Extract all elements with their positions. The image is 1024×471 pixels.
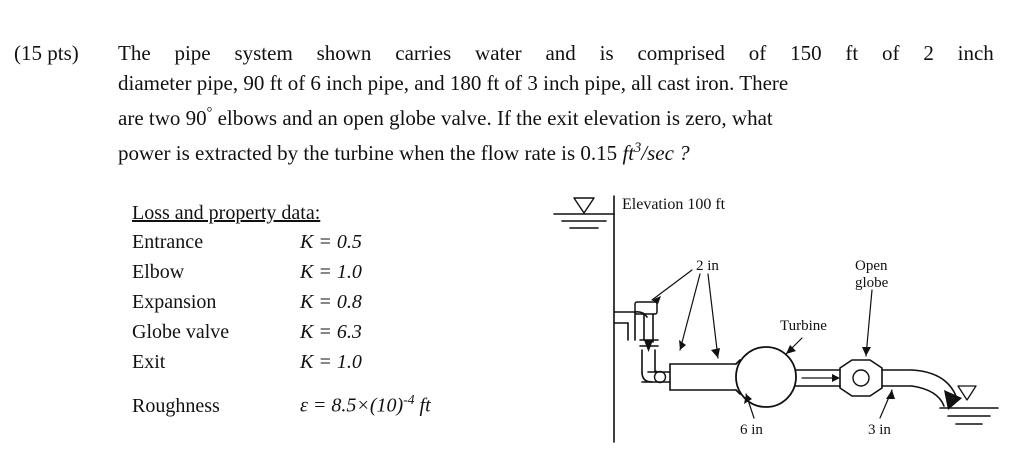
epsilon-symbol: ε	[300, 394, 308, 417]
loss-name: Globe valve	[132, 321, 230, 343]
loss-value: K = 6.3	[300, 321, 362, 343]
loss-value: K = 1.0	[300, 351, 362, 373]
table-row	[132, 258, 431, 288]
degree-symbol: °	[206, 105, 213, 121]
table-row	[132, 288, 431, 318]
table-row	[132, 348, 431, 378]
problem-line-2: diameter pipe, 90 ft of 6 inch pipe, and 180 ft of 3 inch pipe, all cast iron. There	[118, 71, 789, 95]
roughness-unit: ft	[419, 394, 431, 417]
roughness-exponent: -4	[403, 392, 415, 407]
loss-value: K = 0.8	[300, 291, 362, 313]
loss-data-table	[132, 228, 431, 422]
loss-value: K = 0.5	[300, 231, 362, 253]
flow-unit: ft	[622, 141, 635, 165]
pipe-2in-label: 2 in	[696, 258, 719, 274]
roughness-name: Roughness	[132, 394, 220, 417]
loss-data-title: Loss and property data:	[132, 202, 321, 224]
table-row	[132, 318, 431, 348]
open-globe-label: Open globe	[855, 258, 889, 291]
turbine-label: Turbine	[780, 318, 827, 334]
problem-statement	[14, 38, 994, 168]
problem-line-4: power is extracted by the turbine when the flow rate is 0.15 $ft^3/\sec$ ?	[118, 140, 690, 165]
flow-unit-denominator: /sec ?	[641, 141, 690, 165]
loss-name: Expansion	[132, 291, 217, 313]
loss-name: Exit	[132, 351, 166, 373]
table-row	[132, 378, 431, 422]
pipe-system-figure	[540, 190, 1010, 455]
roughness-value: $\varepsilon = 8.5\times(10)^{-4}$ ft	[300, 392, 431, 417]
loss-value: K = 1.0	[300, 261, 362, 283]
points-label: (15 pts)	[14, 41, 79, 65]
pipe-6in-label: 6 in	[740, 422, 763, 438]
loss-property-data	[132, 200, 431, 422]
loss-name: Elbow	[132, 261, 185, 283]
problem-line-3: are two 90° elbows and an open globe valve. If the exit elevation is zero, what	[118, 105, 773, 130]
pipe-3in-label: 3 in	[868, 422, 891, 438]
table-row	[132, 228, 431, 258]
flow-unit-exponent: 3	[634, 140, 642, 156]
elevation-label: Elevation 100 ft	[622, 196, 726, 213]
problem-text	[118, 38, 994, 168]
loss-name: Entrance	[132, 231, 204, 253]
pipe-system-drawing	[540, 190, 1010, 455]
problem-line-1: The pipe system shown carries water and is comprised of 150 ft of 2 inch	[118, 41, 994, 65]
